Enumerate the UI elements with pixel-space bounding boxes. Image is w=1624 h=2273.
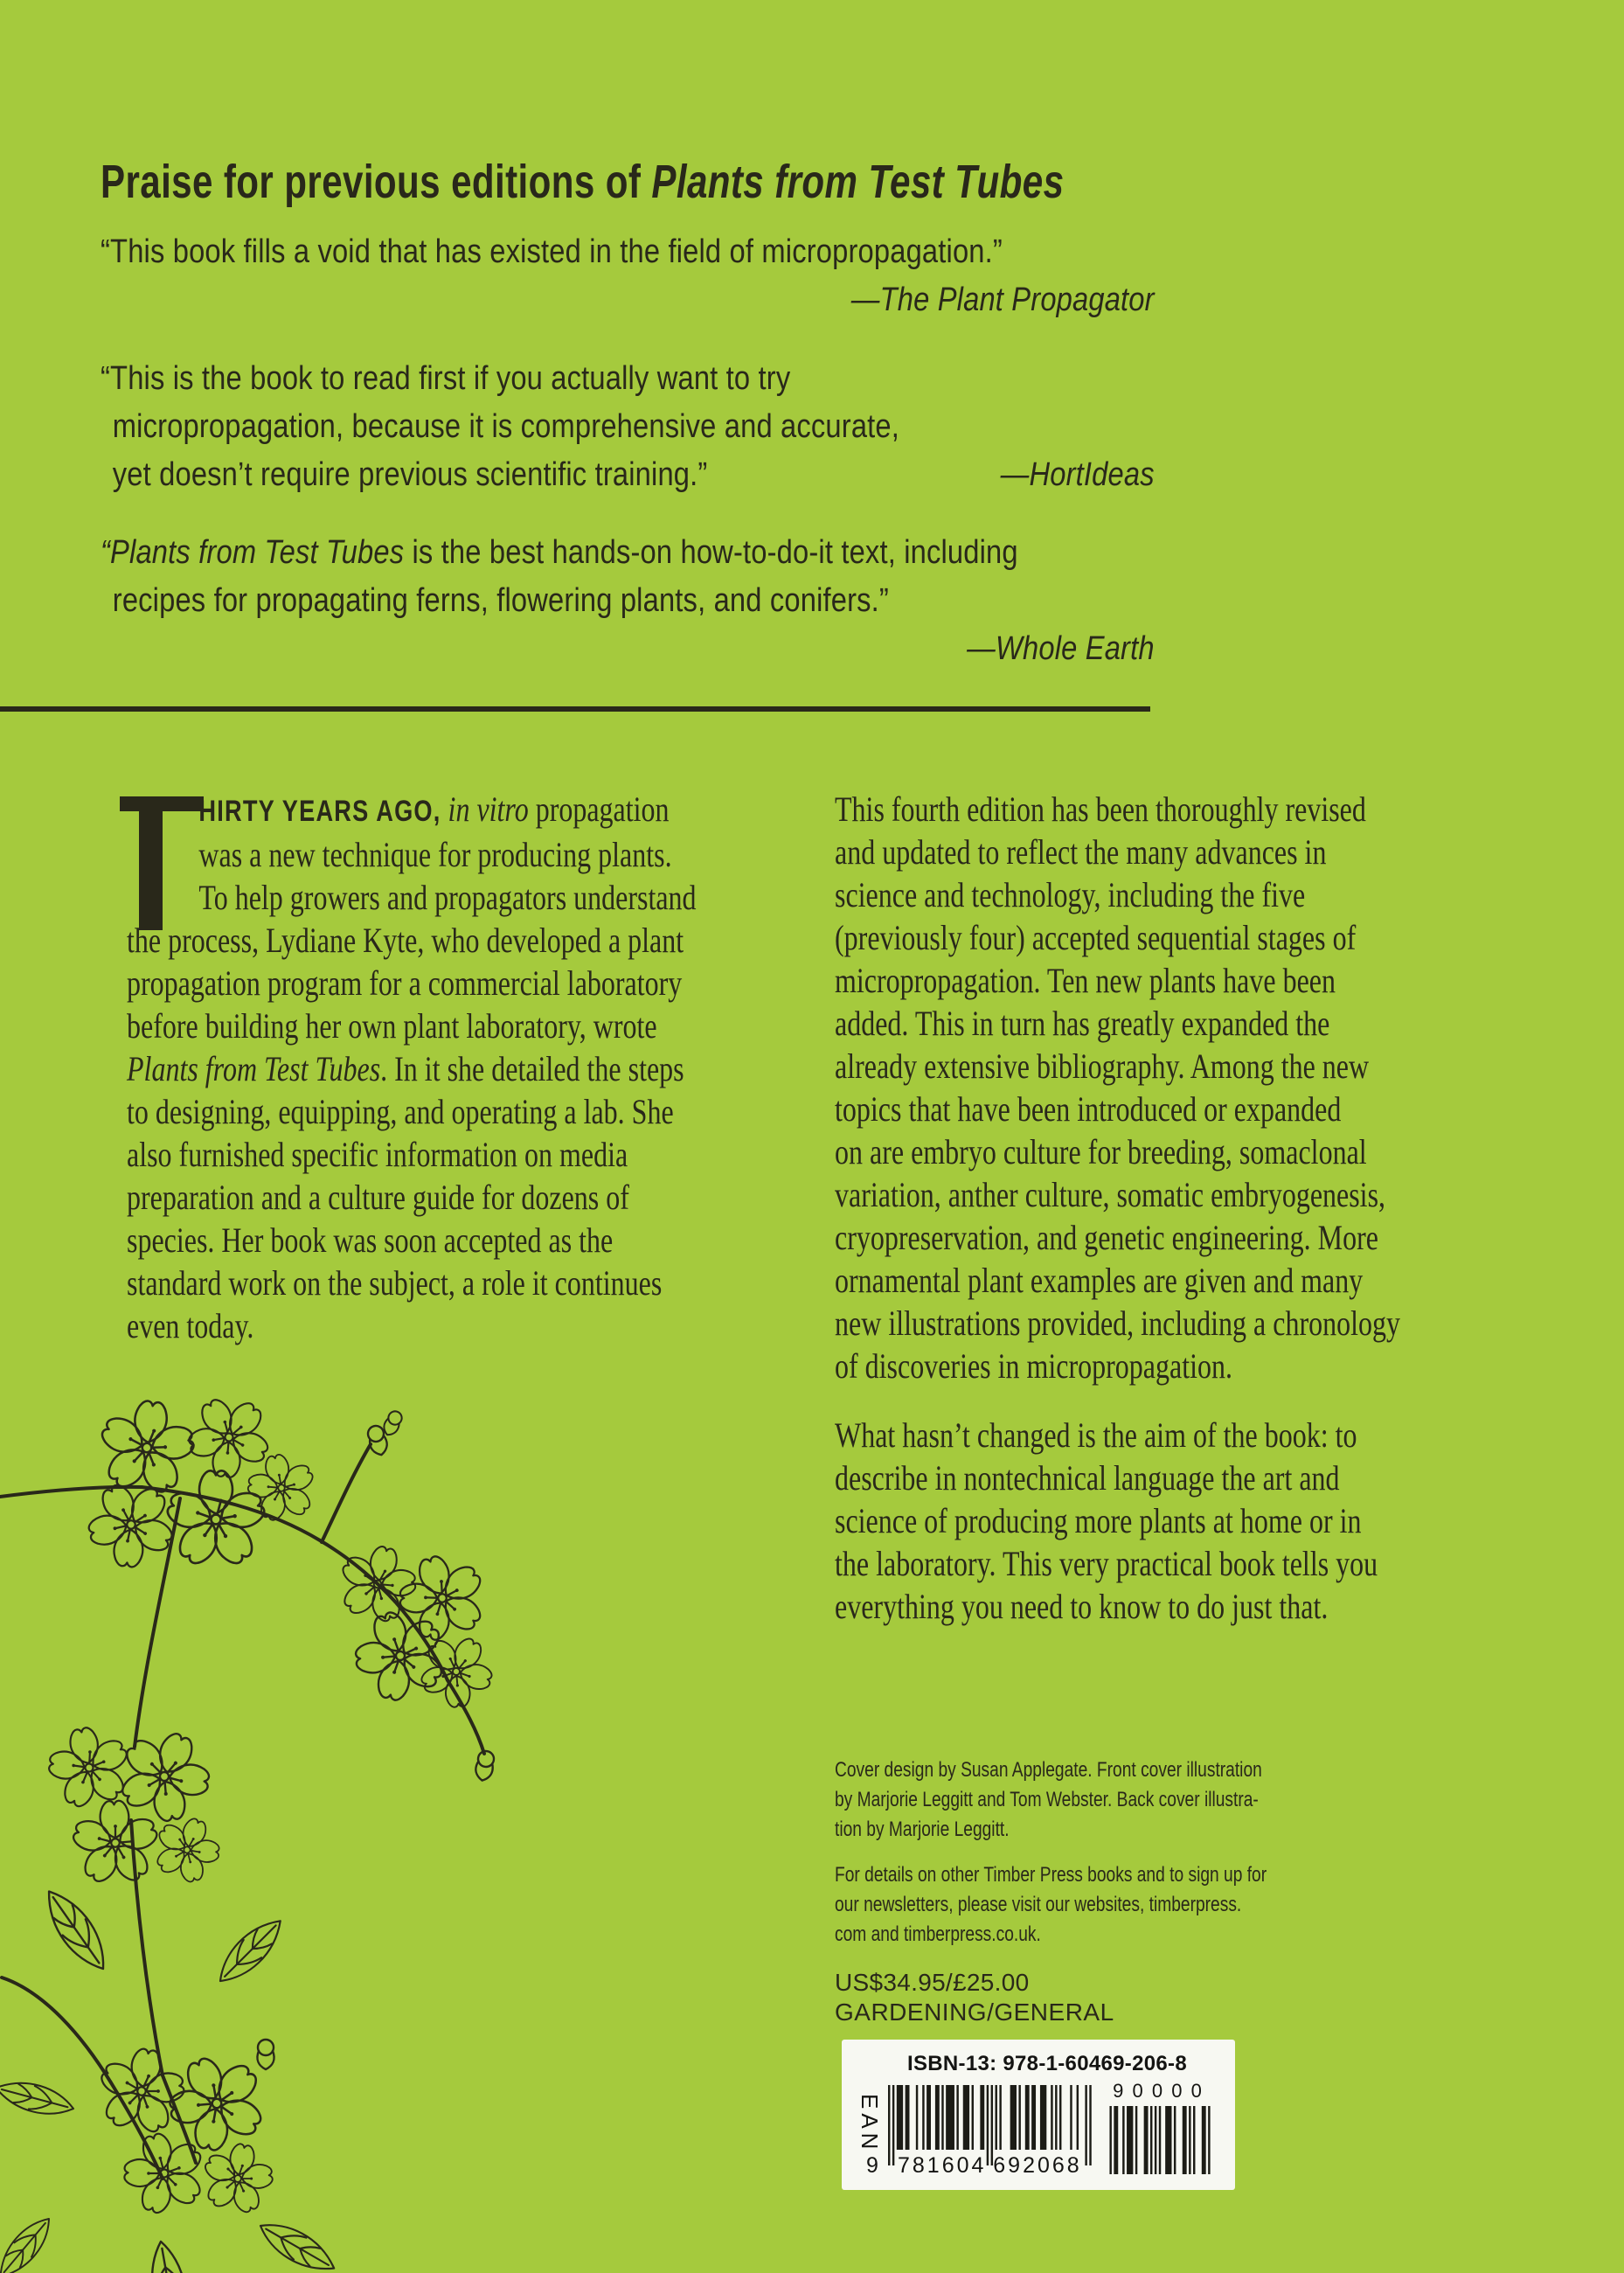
cover-design-credit xyxy=(835,1755,1366,1845)
text-line: standard work on the subject, a role it continues xyxy=(127,1263,663,1303)
quote-text-rest: is the best hands-on how-to-do-it text, including xyxy=(404,534,1018,571)
barcode-addon-digits: 9 0 0 0 0 xyxy=(1113,2080,1204,2102)
text-line: was a new technique for producing plants. xyxy=(198,835,672,874)
text-line: before building her own plant laboratory, wrote xyxy=(127,1006,657,1046)
barcode-first-digit: 9 xyxy=(866,2153,878,2178)
price: US$34.95/£25.00 xyxy=(835,1969,1030,1996)
text-line: by Marjorie Leggitt and Tom Webster. Back cover illustra- xyxy=(835,1788,1259,1811)
text-line xyxy=(127,1047,781,1090)
horizontal-divider xyxy=(0,706,1150,712)
latin-term: in vitro xyxy=(441,789,529,829)
quote-text-with-attribution xyxy=(101,451,1155,499)
text-line: com and timberpress.co.uk. xyxy=(835,1922,1041,1946)
text-line: preparation and a culture guide for dozens of xyxy=(127,1178,629,1217)
barcode-left-digits: 781604 xyxy=(898,2153,987,2178)
quote-whole-earth xyxy=(101,529,1155,673)
text-line: our newsletters, please visit our websites, timberpress. xyxy=(835,1893,1242,1916)
quote-book-title: “Plants from Test Tubes xyxy=(101,534,405,571)
text-line-rest: . In it she detailed the steps xyxy=(380,1049,684,1088)
body-lines xyxy=(127,1090,781,1347)
quote-attribution: —HortIdeas xyxy=(1000,456,1155,493)
text-line xyxy=(127,788,781,833)
publisher-note xyxy=(835,1860,1366,1950)
text-line: also furnished specific information on media xyxy=(127,1135,628,1174)
ean-label: EAN xyxy=(857,2094,883,2154)
text-line: ornamental plant examples are given and many xyxy=(835,1261,1364,1300)
text-line: (previously four) accepted sequential stages of xyxy=(835,918,1357,957)
quote-text: “This is the book to read first if you actually want to try xyxy=(101,360,791,397)
text-line: describe in nontechnical language the art and xyxy=(835,1458,1340,1498)
text-line: to designing, equipping, and operating a lab. She xyxy=(127,1092,674,1131)
text-line: For details on other Timber Press books and to sign up for xyxy=(835,1863,1267,1887)
text-line: new illustrations provided, including a chronology xyxy=(835,1303,1400,1343)
text-line: cryopreservation, and genetic engineering. More xyxy=(835,1218,1378,1257)
text-line: Cover design by Susan Applegate. Front cover illustration xyxy=(835,1758,1262,1782)
text-line: variation, anther culture, somatic embryogenesis, xyxy=(835,1175,1386,1214)
text-line: What hasn’t changed is the aim of the book: to xyxy=(835,1415,1357,1455)
text-line: even today. xyxy=(127,1306,254,1345)
isbn-label: ISBN-13: 978-1-60469-206-8 xyxy=(907,2052,1187,2075)
text-line: of discoveries in micropropagation. xyxy=(835,1346,1232,1386)
category-label: GARDENING/GENERAL xyxy=(835,1998,1114,2026)
text-line: To help growers and propagators understand xyxy=(198,878,697,917)
intro-column xyxy=(127,788,781,1347)
text-line: science of producing more plants at home or in xyxy=(835,1501,1362,1540)
text-line: the laboratory. This very practical book tells you xyxy=(835,1544,1378,1583)
blossom-branch-illustration xyxy=(0,1364,507,2273)
quote-text xyxy=(101,529,1155,577)
quote-hortideas xyxy=(101,355,1155,499)
praise-heading xyxy=(101,156,1064,208)
text-line: This fourth edition has been thoroughly revised xyxy=(835,789,1366,829)
text-line: micropropagation. Ten new plants have been xyxy=(835,961,1336,1000)
text-line: tion by Marjorie Leggitt. xyxy=(835,1818,1010,1841)
quote-text: micropropagation, because it is comprehensive and accurate, xyxy=(112,408,900,445)
text-line: added. This in turn has greatly expanded the xyxy=(835,1004,1330,1043)
quote-plant-propagator xyxy=(101,228,1155,324)
text-line: the process, Lydiane Kyte, who developed a plant xyxy=(127,921,684,960)
text-line: species. Her book was soon accepted as the xyxy=(127,1220,614,1260)
paragraph-aim-of-book xyxy=(835,1414,1489,1628)
text-line-rest: propagation xyxy=(528,789,670,829)
text-line: propagation program for a commercial laboratory xyxy=(127,963,683,1003)
quote-attribution: —The Plant Propagator xyxy=(850,282,1155,318)
quote-text: recipes for propagating ferns, flowering plants, and conifers.” xyxy=(112,582,889,619)
text-line: science and technology, including the five xyxy=(835,875,1306,914)
praise-heading-prefix: Praise for previous editions of xyxy=(101,156,652,208)
text-line: on are embryo culture for breeding, somaclonal xyxy=(835,1132,1367,1171)
praise-heading-book-title: Plants from Test Tubes xyxy=(651,156,1065,208)
edition-column xyxy=(835,788,1489,1628)
lead-small-caps: HIRTY YEARS AGO, xyxy=(198,795,441,828)
paragraph-fourth-edition xyxy=(835,788,1489,1387)
text-line: topics that have been introduced or expanded xyxy=(835,1089,1342,1129)
indented-lines xyxy=(127,833,781,919)
credits-block xyxy=(835,1755,1366,1950)
quote-text: yet doesn’t require previous scientific training.” xyxy=(112,456,708,493)
quote-attribution: —Whole Earth xyxy=(967,630,1155,667)
body-lines xyxy=(127,919,781,1047)
barcode-panel xyxy=(842,2040,1235,2190)
ean5-addon-barcode xyxy=(1107,2106,1212,2174)
book-title-italic: Plants from Test Tubes xyxy=(127,1049,381,1088)
text-line: and updated to reflect the many advances in xyxy=(835,832,1327,872)
text-line: everything you need to know to do just that. xyxy=(835,1587,1329,1626)
text-line: already extensive bibliography. Among the new xyxy=(835,1046,1370,1086)
barcode-right-digits: 692068 xyxy=(993,2153,1082,2178)
quote-text: “This book fills a void that has existed in the field of micropropagation.” xyxy=(101,233,1003,270)
